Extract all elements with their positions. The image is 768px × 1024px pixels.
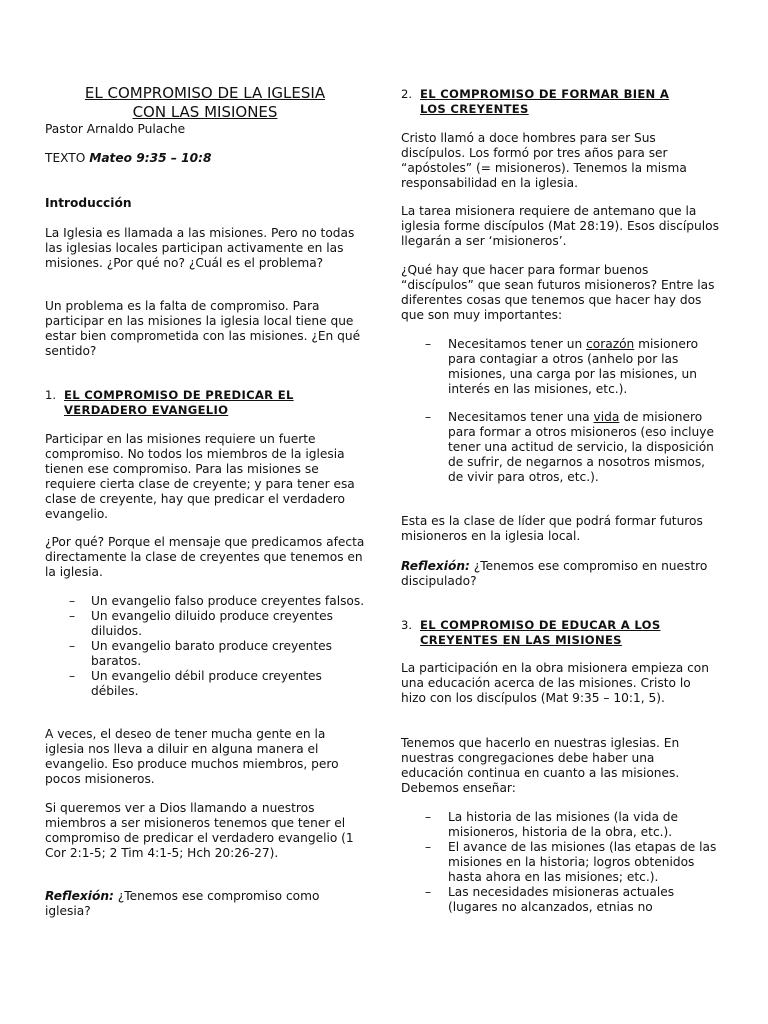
intro-heading: Introducción xyxy=(45,196,132,210)
reflection-label: Reflexión: xyxy=(401,559,470,573)
text-label: TEXTO xyxy=(45,151,90,165)
section-1-title-line-1: EL COMPROMISO DE PREDICAR EL xyxy=(64,388,294,402)
section-1-paragraph-2: ¿Por qué? Porque el mensaje que predicamos afecta directamente la clase de creyentes que tenemos en la iglesia. xyxy=(45,535,365,579)
section-3-title-line-2: CREYENTES EN LAS MISIONES xyxy=(420,633,622,647)
section-3-title-line-1: EL COMPROMISO DE EDUCAR A LOS xyxy=(420,618,661,632)
text-reference: Mateo 9:35 – 10:8 xyxy=(89,151,212,165)
scripture-text xyxy=(45,151,365,166)
section-1-reflection xyxy=(45,889,365,919)
reflection-label: Reflexión: xyxy=(45,889,114,903)
list-item xyxy=(401,410,719,485)
section-1-title-line-2: VERDADERO EVANGELIO xyxy=(64,403,229,417)
reflection-text: ¿Tenemos ese compromiso como iglesia? xyxy=(45,889,320,918)
section-2-list xyxy=(401,337,719,397)
section-2-heading xyxy=(401,87,719,117)
section-1-heading xyxy=(45,388,365,418)
document-title xyxy=(45,84,365,122)
section-3-heading xyxy=(401,618,719,648)
section-3-number: 3. xyxy=(401,618,413,632)
title-line-1: EL COMPROMISO DE LA IGLESIA xyxy=(84,84,326,102)
list-item-emphasis: vida xyxy=(593,410,620,424)
list-item: – La historia de las misiones (la vida de misioneros, historia de la obra, etc.). xyxy=(401,810,719,840)
list-item-text: Necesitamos tener un xyxy=(448,337,587,351)
list-item: – Las necesidades misioneras actuales (lugares no alcanzados, etnias no xyxy=(401,885,719,915)
list-item: – Un evangelio barato produce creyentes baratos. xyxy=(45,639,365,669)
title-line-2: CON LAS MISIONES xyxy=(132,103,278,121)
section-1-list xyxy=(45,594,365,699)
section-2-reflection xyxy=(401,559,719,589)
section-2-paragraph-1: Cristo llamó a doce hombres para ser Sus discípulos. Los formó por tres años para ser “apóstoles” (= misioneros). Tenemos la misma responsabilidad en la iglesia. xyxy=(401,131,687,190)
reflection-text: ¿Tenemos ese compromiso en nuestro discipulado? xyxy=(401,559,708,588)
section-3-paragraph-2: Tenemos que hacerlo en nuestras iglesias. En nuestras congregaciones debe haber una educación continua en cuanto a las misiones. Debemos enseñar: xyxy=(401,736,680,795)
author: Pastor Arnaldo Pulache xyxy=(45,122,186,136)
section-1-number: 1. xyxy=(45,388,57,402)
list-item-text: misionero para contagiar a otros (anhelo por las misiones, una carga por las misiones, un interés en las misiones, etc.). xyxy=(448,337,699,396)
section-3-paragraph-1: La participación en la obra misionera empieza con una educación acerca de las misiones. Cristo lo hizo con los discípulos (Mat 9:35 – 10:1, 5). xyxy=(401,661,709,705)
list-item: – Un evangelio falso produce creyentes falsos. xyxy=(45,594,365,609)
section-2-paragraph-3: ¿Qué hay que hacer para formar buenos “discípulos” que sean futuros misioneros? Entre las diferentes cosas que tenemos que hacer hay dos que son muy importantes: xyxy=(401,263,715,322)
section-2-paragraph-2: La tarea misionera requiere de antemano que la iglesia forme discípulos (Mat 28:19). Esos discípulos llegarán a ser ‘misioneros’. xyxy=(401,204,719,248)
section-1-paragraph-3: A veces, el deseo de tener mucha gente en la iglesia nos lleva a diluir en alguna manera el evangelio. Eso produce muchos miembros, pero pocos misioneros. xyxy=(45,727,339,786)
section-2-number: 2. xyxy=(401,87,413,101)
list-item-emphasis: corazón xyxy=(586,337,635,351)
list-item-text: Necesitamos tener una xyxy=(448,410,594,424)
section-1-paragraph-4: Si queremos ver a Dios llamando a nuestros miembros a ser misioneros tenemos que tener el compromiso de predicar el verdadero evangelio (1 Cor 2:1-5; 2 Tim 4:1-5; Hch 20:26-27). xyxy=(45,801,354,860)
list-item: – El avance de las misiones (las etapas de las misiones en la historia; logros obtenidos hasta ahora en las misiones; etc.). xyxy=(401,840,719,885)
list-item: – Un evangelio débil produce creyentes débiles. xyxy=(45,669,365,699)
list-item: – Un evangelio diluido produce creyentes diluidos. xyxy=(45,609,365,639)
list-item xyxy=(401,337,719,397)
section-2-title-line-2: LOS CREYENTES xyxy=(420,102,529,116)
section-3-list xyxy=(401,810,719,915)
section-1-paragraph-1: Participar en las misiones requiere un fuerte compromiso. No todos los miembros de la iglesia tienen ese compromiso. Para las misiones se requiere cierta clase de creyente; y para tener esa clase de creyente, hay que predicar el verdadero evangelio. xyxy=(45,432,355,521)
section-2-list-2 xyxy=(401,410,719,485)
intro-paragraph-1: La Iglesia es llamada a las misiones. Pero no todas las iglesias locales participan activamente en las misiones. ¿Por qué no? ¿Cuál es el problema? xyxy=(45,226,355,270)
section-2-title-line-1: EL COMPROMISO DE FORMAR BIEN A xyxy=(420,87,670,101)
section-2-paragraph-4: Esta es la clase de líder que podrá formar futuros misioneros en la iglesia local. xyxy=(401,514,703,543)
list-item-text: de misionero para formar a otros misioneros (eso incluye tener una actitud de servicio, la disposición de sufrir, de negarnos a nosotros mismos, de vivir para otros, etc.). xyxy=(448,410,714,484)
intro-paragraph-2: Un problema es la falta de compromiso. Para participar en las misiones la iglesia local tiene que estar bien comprometida con las misiones. ¿En qué sentido? xyxy=(45,299,361,358)
